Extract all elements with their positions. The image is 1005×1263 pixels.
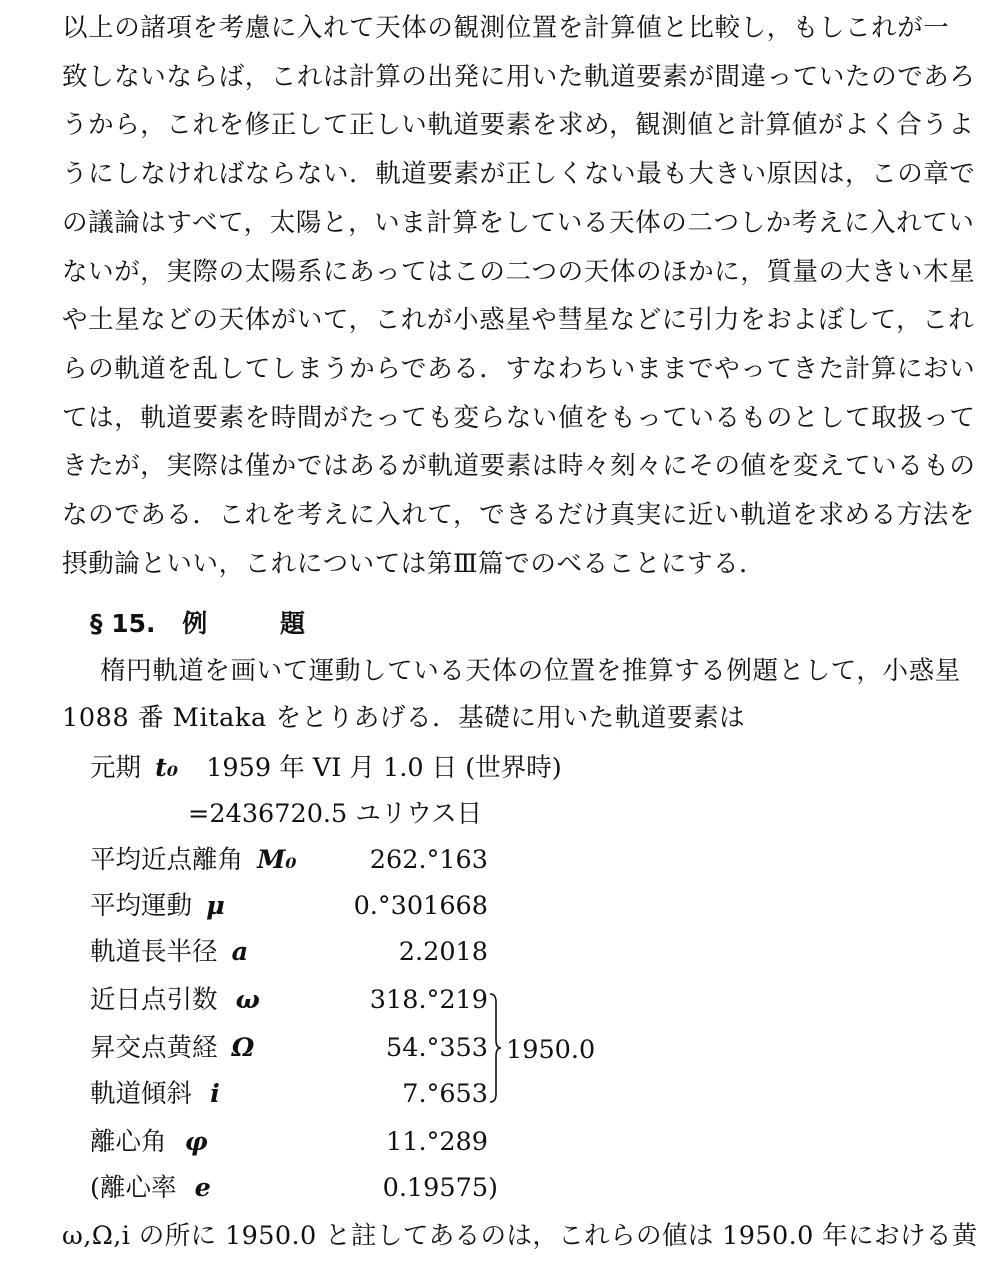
element-label: 離心角 — [90, 1127, 167, 1157]
element-symbol: e — [194, 1173, 211, 1203]
element-label: 平均近点離角 — [90, 845, 244, 875]
section-heading — [90, 604, 305, 644]
element-row-ascending-node — [90, 1026, 488, 1070]
element-row-mean-motion — [90, 884, 488, 928]
element-row-mean-anomaly — [90, 838, 488, 882]
right-curly-brace — [488, 992, 502, 1104]
epoch-equinox-label: 1950.0 — [506, 1035, 596, 1065]
text-line: 摂動論といい，これについては第Ⅲ篇でのべることにする． — [62, 548, 766, 579]
text-line: 以上の諸項を考慮に入れて天体の観測位置を計算値と比較し，もしこれが一 — [62, 13, 950, 43]
element-label: 昇交点黄経 — [90, 1033, 218, 1063]
text-line: 楕円軌道を画いて運動している天体の位置を推算する例題として，小惑星 — [100, 656, 961, 686]
text-line: 1088 番 Mitaka をとりあげる．基礎に用いた軌道要素は — [62, 703, 746, 733]
paragraph-example-intro — [62, 648, 961, 742]
epoch-label: 元期 — [90, 753, 142, 783]
text-line: ては，軌道要素を時間がたっても変らない値をもっているものとして取扱って — [62, 402, 976, 433]
element-value: 0.°301668 — [353, 891, 488, 921]
element-label: 軌道長半径 — [90, 937, 218, 967]
text-line: や土星などの天体がいて，これが小惑星や彗星などに引力をおよぼして，これ — [62, 305, 975, 336]
text-line: の議論はすべて，太陽と，いま計算をしている天体の二つしか考えに入れてい — [62, 207, 975, 238]
element-row-inclination — [90, 1072, 488, 1116]
text-line: うにしなければならない．軌道要素が正しくない最も大きい原因は，この章で — [62, 159, 976, 190]
element-symbol: μ — [206, 891, 225, 921]
epoch-row — [90, 746, 562, 790]
element-symbol: Ω — [231, 1033, 255, 1063]
element-label: 平均運動 — [90, 891, 193, 921]
element-row-eccentricity — [90, 1166, 498, 1210]
text-line: 致しないならば，これは計算の出発に用いた軌道要素が間違っていたのであろ — [62, 61, 976, 92]
element-label: 軌道傾斜 — [90, 1079, 193, 1109]
element-symbol: a — [231, 937, 249, 967]
element-value: 262.°163 — [369, 845, 488, 875]
element-value: 11.°289 — [386, 1127, 488, 1157]
element-value: 0.19575) — [382, 1173, 498, 1203]
text-line: うから，これを修正して正しい軌道要素を求め，観測値と計算値がよく合うよ — [62, 110, 975, 141]
paragraph-perturbation — [62, 4, 976, 588]
text-line: らの軌道を乱してしまうからである．すなわちいままでやってきた計算におい — [62, 353, 976, 384]
element-symbol: φ — [184, 1127, 208, 1157]
element-label: 近日点引数 — [90, 985, 218, 1015]
epoch-julian: =2436720.5 ユリウス日 — [188, 799, 483, 829]
element-symbol: i — [210, 1079, 220, 1109]
element-label: (離心率 — [90, 1173, 177, 1203]
section-title-part2: 題 — [279, 609, 305, 638]
element-row-semi-major-axis — [90, 930, 488, 974]
section-number: § 15. — [90, 609, 156, 638]
element-row-eccentric-angle — [90, 1120, 488, 1164]
element-value: 7.°653 — [402, 1079, 488, 1109]
text-line: なのである．これを考えに入れて，できるだけ真実に近い軌道を求める方法を — [62, 500, 975, 531]
element-value: 2.2018 — [398, 937, 488, 967]
element-row-argument-of-perihelion — [90, 978, 488, 1022]
section-title-part1: 例 — [182, 609, 208, 638]
text-line: ないが，実際の太陽系にあってはこの二つの天体のほかに，質量の大きい木星 — [62, 256, 976, 287]
epoch-symbol: t₀ — [155, 753, 179, 783]
text-line: きたが，実際は僅かではあるが軌道要素は時々刻々にその値を変えているもの — [62, 451, 976, 482]
epoch-julian-row — [188, 792, 482, 836]
element-symbol: M₀ — [257, 845, 297, 875]
element-symbol: ω — [235, 985, 260, 1015]
element-value: 318.°219 — [369, 985, 488, 1015]
epoch-date: 1959 年 VI 月 1.0 日 (世界時) — [206, 753, 562, 783]
text-line-continuation: ω,Ω,i の所に 1950.0 と註してあるのは，これらの値は 1950.0 年における黄 — [62, 1221, 978, 1251]
element-value: 54.°353 — [386, 1033, 488, 1063]
